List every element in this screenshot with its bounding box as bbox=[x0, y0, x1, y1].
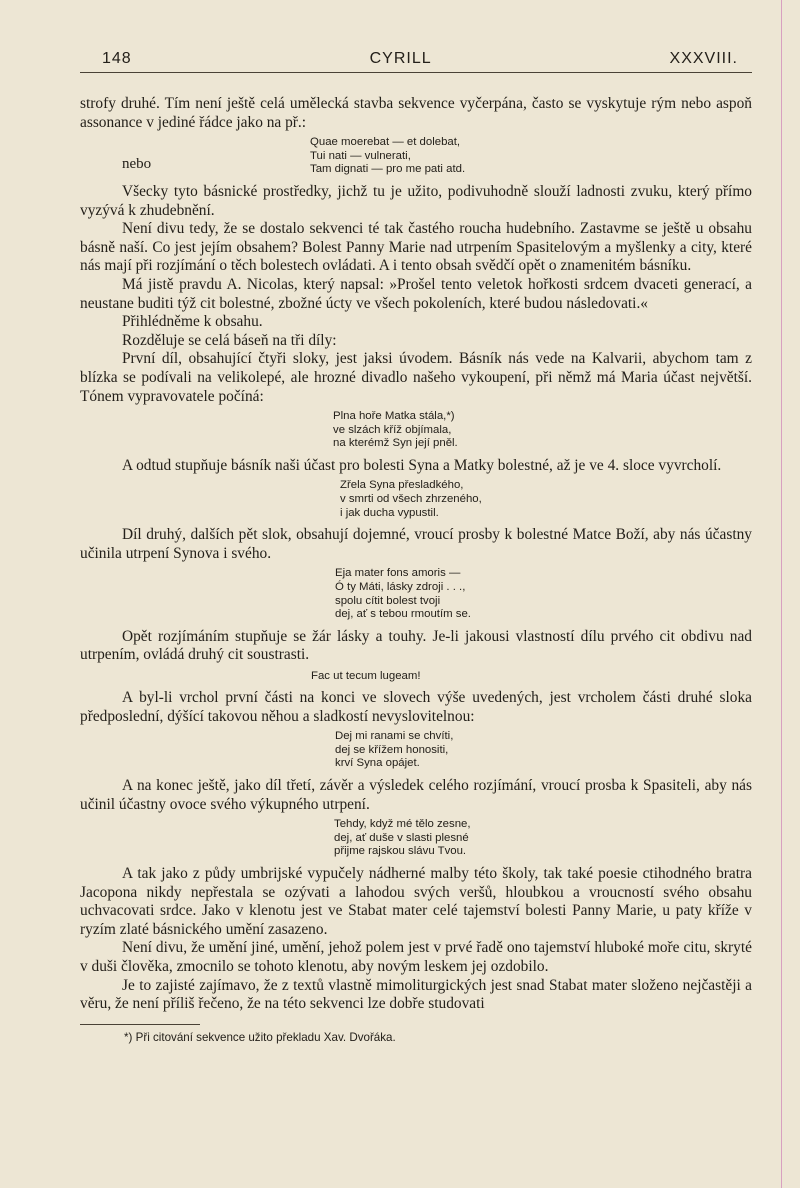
verse-line: Zřela Syna přesladkého, bbox=[340, 479, 464, 492]
verse-line: krví Syna opájet. bbox=[335, 757, 420, 770]
paragraph: Všecky tyto básnické prostředky, jichž tu je užito, podivuhodně slouží ladnosti zvuku, který přímo vyzývá k zhudebnění. bbox=[80, 182, 752, 219]
paragraph: Má jistě pravdu A. Nicolas, který napsal: »Prošel tento veletok hořkosti srdcem dvaceti generací, a neustane buditi týž cit bolestné, zbožné úcty ve všech pokoleních, které budou následovati.« bbox=[80, 275, 752, 312]
verse-line: Tam dignati — pro me pati atd. bbox=[310, 163, 466, 176]
footnote-rule bbox=[80, 1024, 200, 1025]
header-rule bbox=[80, 72, 752, 73]
verse-line: v smrti od všech zhrzeného, bbox=[340, 493, 482, 506]
verse-quote bbox=[80, 567, 752, 621]
volume-number: XXXVIII. bbox=[669, 50, 738, 67]
verse-quote bbox=[80, 410, 752, 451]
verse-line: Dej mi ranami se chvíti, bbox=[335, 730, 454, 743]
verse-line: dej, ať duše v slasti plesné bbox=[334, 831, 469, 844]
paragraph: Není divu, že umění jiné, umění, jehož polem jest v prvé řadě ono tajemství hluboké moře citu, skryté v duši člověka, zmocnilo se tohoto klenotu, aby novým leskem jej ozdobilo. bbox=[80, 939, 752, 975]
verse-line: dej se křížem honositi, bbox=[335, 743, 449, 756]
paragraph: Je to zajisté zajímavo, že z textů vlastně mimoliturgických jest snad Stabat mater složeno nejčastěji a věru, že není příliš řečeno, že na této sekvenci lze dobře studovati bbox=[80, 976, 752, 1013]
verse-line: Ó ty Máti, lásky zdroji . . ., bbox=[335, 581, 466, 594]
book-page bbox=[80, 50, 752, 1044]
paragraph: Přihlédněme k obsahu. bbox=[122, 313, 263, 331]
verse-line: přijme rajskou slávu Tvou. bbox=[334, 845, 467, 858]
verse-line: Quae moerebat — et dolebat, bbox=[310, 136, 461, 149]
verse-line: Eja mater fons amoris — bbox=[335, 567, 461, 580]
paragraph: Rozděluje se celá báseň na tři díly: bbox=[122, 331, 337, 349]
page-number: 148 bbox=[102, 50, 132, 67]
paragraph: Díl druhý, dalších pět slok, obsahují dojemné, vroucí prosby k bolestné Matce Boží, aby nás účastny učinila utrpení Synova i svého. bbox=[80, 526, 752, 562]
verse-quote bbox=[80, 730, 752, 771]
paragraph: strofy druhé. Tím není ještě celá umělecká stavba sekvence vyčerpána, často se vyskytuje rým nebo aspoň assonance v jediné řádce jako na př.: bbox=[80, 95, 752, 131]
paragraph: A na konec ještě, jako díl třetí, závěr a výsledek celého rozjímání, vroucí prosba k Spasiteli, aby nás učinil účastny ovoce svého výkupného utrpení. bbox=[80, 776, 752, 813]
paragraph: A tak jako z půdy umbrijské vypučely nádherné malby této školy, tak také poesie ctihodného bratra Jacopona nikdy nepřestala se ozývati a lahodou svých veršů, hloubkou a vroucností svého obsahu uchvacovati srdce. Jako v klenotu jest ve Stabat mater celé tajemství bolesti Panny Marie, u paty kříže v ryzím zlaté básnického umění zasazeno. bbox=[80, 864, 752, 938]
verse-quote bbox=[80, 136, 752, 177]
verse-quote bbox=[80, 818, 752, 859]
verse-line: i jak ducha vypustil. bbox=[340, 506, 439, 519]
verse-line: ve slzách kříž objímala, bbox=[333, 423, 452, 436]
verse-line: dej, ať s tebou rmoutím se. bbox=[335, 608, 471, 621]
verse-connector: nebo bbox=[122, 155, 152, 172]
verse-line: nebo Tui nati — vulnerati, bbox=[122, 149, 411, 172]
page-edge-line bbox=[781, 0, 782, 1188]
running-header bbox=[80, 50, 752, 72]
verse-line: Plna hoře Matka stála,*) bbox=[333, 410, 455, 423]
paragraph: A odtud stupňuje básník naši účast pro bolesti Syna a Matky bolestné, až je ve 4. sloce vyvrcholí. bbox=[122, 456, 722, 474]
journal-title: CYRILL bbox=[369, 50, 432, 67]
verse-line: na kterémž Syn její pněl. bbox=[333, 437, 458, 450]
verse-line: Tehdy, když mé tělo zesne, bbox=[334, 818, 471, 831]
body-text bbox=[80, 95, 752, 1014]
verse-quote bbox=[80, 479, 752, 520]
verse-line: spolu cítit bolest tvoji bbox=[335, 594, 441, 607]
paragraph: První díl, obsahující čtyři sloky, jest jaksi úvodem. Básník nás vede na Kalvarii, abychom tam z blízka se podívali na velikolepé, ale hrozné divadlo našeho vykoupení, při němž má Maria účast největší. Tónem vypravovatele počíná: bbox=[80, 350, 752, 405]
paragraph: Není divu tedy, že se dostalo sekvenci té tak častého roucha hudebního. Zastavme se ještě u obsahu básně naší. Co jest jejím obsahem? Bolest Panny Marie nad utrpením Spasitelovým a myšlenky a city, které nás mají při rozjímání o těch bolestech ovládati. A i tento obsah svědčí opět o znamenitém básníku. bbox=[80, 220, 752, 275]
footnote: *) Při citování sekvence užito překladu Xav. Dvořáka. bbox=[124, 1030, 396, 1044]
paragraph: A byl-li vrchol první části na konci ve slovech výše uvedených, jest vrcholem části druhé sloka předposlední, dýšící takovou něhou a sladkostí nevyslovitelnou: bbox=[80, 689, 752, 725]
verse-quote: Fac ut tecum lugeam! bbox=[311, 670, 421, 682]
paragraph: Opět rozjímáním stupňuje se žár lásky a touhy. Je-li jakousi vlastností dílu prvého cit obdivu nad utrpením, ovládá druhý cit soustrasti. bbox=[80, 627, 752, 664]
